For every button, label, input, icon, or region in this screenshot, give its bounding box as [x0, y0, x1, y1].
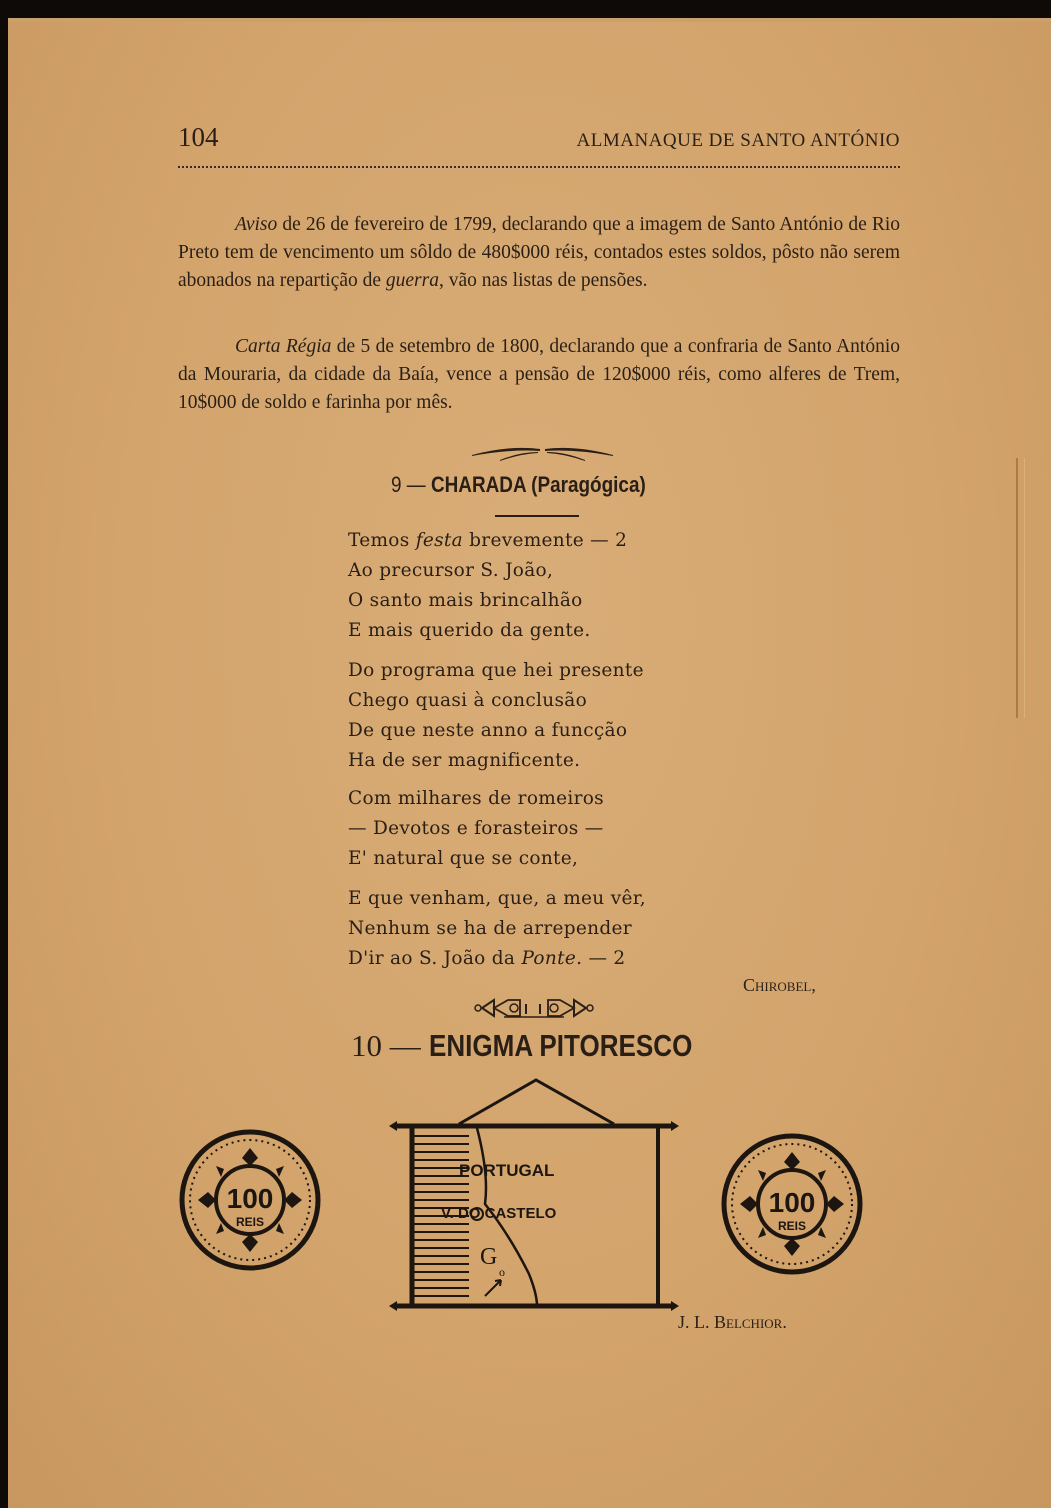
carta-lead: Carta Régia — [235, 336, 332, 357]
aviso-lead: Aviso — [235, 214, 278, 235]
paragraph-aviso — [178, 211, 900, 295]
swash-ornament-icon — [470, 443, 615, 463]
stanza-4 — [348, 884, 646, 974]
verse-line: Nenhum se ha de arrepender — [348, 918, 632, 939]
charada-title: CHARADA (Paragógica) — [430, 472, 646, 497]
verse-line: E mais querido da gente. — [348, 620, 591, 641]
paragraph-carta-regia — [178, 333, 900, 417]
verse-line: E que venham, que, a meu vêr, — [348, 888, 646, 909]
verse-line: Ha de ser magnificente. — [348, 750, 581, 771]
page-number: 104 — [178, 122, 219, 152]
svg-text:V. DO CASTELO: V. DO CASTELO — [441, 1205, 557, 1222]
verse-line: Ao precursor S. João, — [348, 560, 554, 581]
enigma-heading — [351, 1028, 742, 1064]
verse-line: E' natural que se conte, — [348, 848, 579, 869]
verse-line: Do programa que hei presente — [348, 660, 644, 681]
svg-text:o: o — [499, 1265, 505, 1279]
svg-text:G: G — [480, 1244, 498, 1270]
enigma-author: J. L. Belchior. — [678, 1312, 787, 1332]
stanza-2 — [348, 656, 644, 776]
stanza-3 — [348, 784, 604, 874]
charada-rule — [495, 515, 579, 517]
aviso-italic-word: guerra — [385, 270, 439, 291]
verse-line: Temos festa brevemente — 2 — [348, 530, 628, 551]
enigma-number: 10 — — [351, 1028, 421, 1063]
verse-line: Chego quasi à conclusão — [348, 690, 588, 711]
stanza-1 — [348, 526, 627, 646]
svg-text:REIS: REIS — [235, 1215, 265, 1229]
charada-heading — [391, 472, 646, 498]
carta-text: de 5 de setembro de 1800, declarando que a confraria de Santo António da Mouraria, da cidade da Baía, vence a pensão de 120$000 réis, como alferes de Trem, 10$000 de soldo e farinha por mês. — [178, 336, 900, 413]
aviso-tail: , vão nas listas de pensões. — [439, 270, 648, 291]
aviso-text: de 26 de fevereiro de 1799, declarando que a imagem de Santo António de Rio Preto tem de vencimento um sôldo de 480$000 réis, contados estes soldos, pôsto não serem abonados na repartição de — [178, 214, 900, 291]
enigma-picture-illustration — [389, 1074, 684, 1314]
paper-crease — [1016, 458, 1025, 718]
enigma-title: ENIGMA PITORESCO — [428, 1028, 692, 1063]
svg-text:100: 100 — [226, 1183, 274, 1214]
verse-line: Com milhares de romeiros — [348, 788, 604, 809]
coin-100-reis-left-icon — [178, 1128, 322, 1272]
coin-100-reis-right-icon — [720, 1132, 864, 1276]
verse-line: D'ir ao S. João da Ponte. — 2 — [348, 948, 626, 969]
svg-text:100: 100 — [768, 1187, 816, 1218]
header-dotted-rule — [178, 166, 900, 168]
running-title: ALMANAQUE DE SANTO ANTÓNIO — [576, 130, 900, 151]
charada-number: 9 — — [391, 472, 426, 497]
svg-text:PORTUGAL: PORTUGAL — [459, 1161, 555, 1180]
charada-author: Chirobel, — [743, 975, 816, 995]
svg-text:REIS: REIS — [777, 1219, 807, 1233]
verse-line: O santo mais brincalhão — [348, 590, 583, 611]
scroll-ornament-icon — [474, 996, 594, 1020]
verse-line: — Devotos e forasteiros — — [348, 818, 604, 839]
verse-line: De que neste anno a funcção — [348, 720, 628, 741]
page-header — [178, 122, 900, 162]
book-page — [8, 18, 1051, 1508]
